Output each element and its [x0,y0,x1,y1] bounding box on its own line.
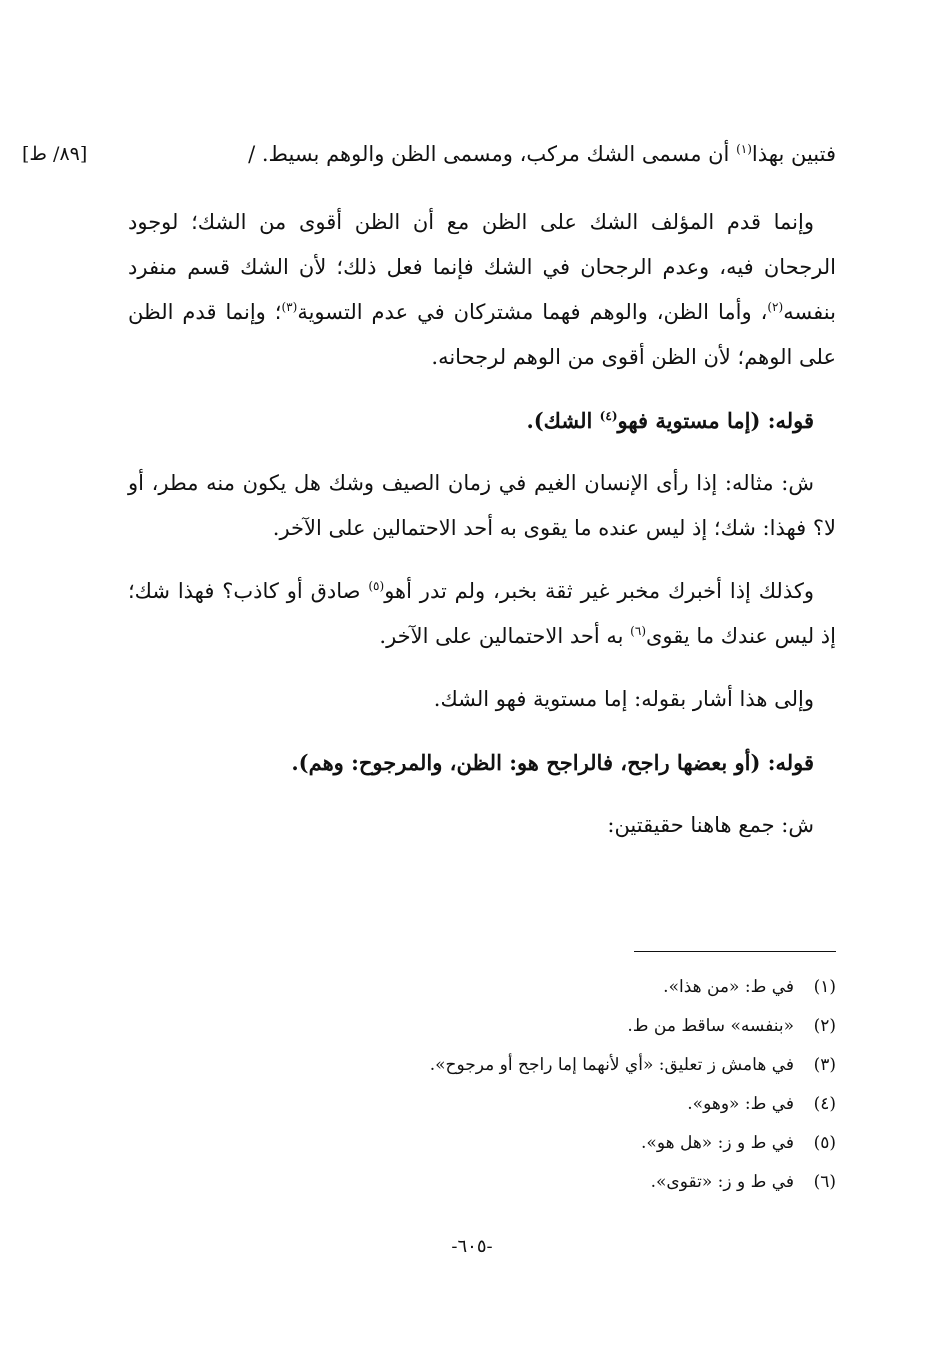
footnote-ref-5: (٥) [368,579,385,593]
footnote-ref-1: (١) [736,142,752,156]
footnote-text: في ط: «من هذا». [663,977,794,997]
paragraph-reference: وإلى هذا أشار بقوله: إما مستوية فهو الشك. [433,687,814,711]
footnote-number: (٢) [813,1016,836,1036]
opening-line-text: فتبين بهذا [751,142,836,166]
opening-line [128,132,836,177]
footnote [128,1046,836,1085]
footnote [128,1124,836,1163]
footnote-number: (٦) [813,1172,836,1192]
footnote-number: (٣) [813,1055,836,1075]
paragraph-precedence [128,200,836,380]
quote-heading-doubt [128,398,836,443]
quote-heading-preponderant: قوله: (أو بعضها راجح، فالراجح هو: الظن، والمرجوح: وهم). [291,750,814,775]
footnote-ref-4: (٤) [599,409,618,423]
footnote [128,968,836,1007]
paragraph-text: به أحد الاحتمالين على الآخر. [379,624,631,648]
paragraph-text: صادق أو كاذب؟ فهذا شك؛ إذ ليس عندك ما يقوى [128,579,836,648]
paragraph-text: ، وأما الظن، والوهم فهما مشتركان في عدم التسوية [297,300,768,324]
paragraph-text: وإنما قدم المؤلف الشك على الظن مع أن الظن أقوى من الشك؛ لوجود الرجحان فيه، وعدم الرجحان في الشك فإنما فعل ذلك؛ لأن الشك قسم منفرد بنفسه [128,210,836,324]
footnote-separator [634,951,836,952]
footnote-ref-6: (٦) [630,624,646,638]
footnote [128,1085,836,1124]
quote-text: قوله: (إما مستوية فهو [617,408,814,433]
footnote-text: في ط و ز: «تقوى». [650,1172,794,1192]
paragraph-text: ؛ وإنما قدم الظن على الوهم؛ لأن الظن أقوى من الوهم لرجحانه. [128,300,836,369]
paragraph-text: وكذلك إذا أخبرك مخبر غير ثقة بخبر، ولم تدر أهو [384,579,814,603]
footnote-text: في ط و ز: «هل هو». [641,1133,794,1153]
footnote-ref-3: (٣) [281,300,298,314]
paragraph-example-rain: ش: مثاله: إذا رأى الإنسان الغيم في زمان الصيف وشك هل يكون منه مطر، أو لا؟ فهذا: شك؛ إذ ليس عنده ما يقوى به أحد الاحتمالين على الآخر. [128,471,836,540]
footnotes [128,968,836,1202]
main-text [128,200,836,848]
paragraph-two-truths: ش: جمع هاهنا حقيقتين: [607,813,814,837]
quote-text: الشك). [526,408,600,433]
footnote [128,1163,836,1202]
opening-line-text-cont: أن مسمى الشك مركب، ومسمى الظن والوهم بسيط. / [248,142,737,166]
footnote-text: في ط: «وهو». [687,1094,794,1114]
footnote-number: (١) [813,977,836,997]
footnote-text: في هامش ز تعليق: «أي لأنهما إما راجح أو مرجوح». [429,1055,794,1075]
paragraph-example-news [128,569,836,659]
footnote-number: (٤) [813,1094,836,1114]
footnote-ref-2: (٢) [767,300,784,314]
footnote [128,1007,836,1046]
footnote-text: «بنفسه» ساقط من ط. [627,1016,794,1036]
footnote-number: (٥) [813,1133,836,1153]
page-number: -٦٠٥- [451,1236,493,1257]
folio-marker: [٨٩/ ط] [22,143,88,165]
